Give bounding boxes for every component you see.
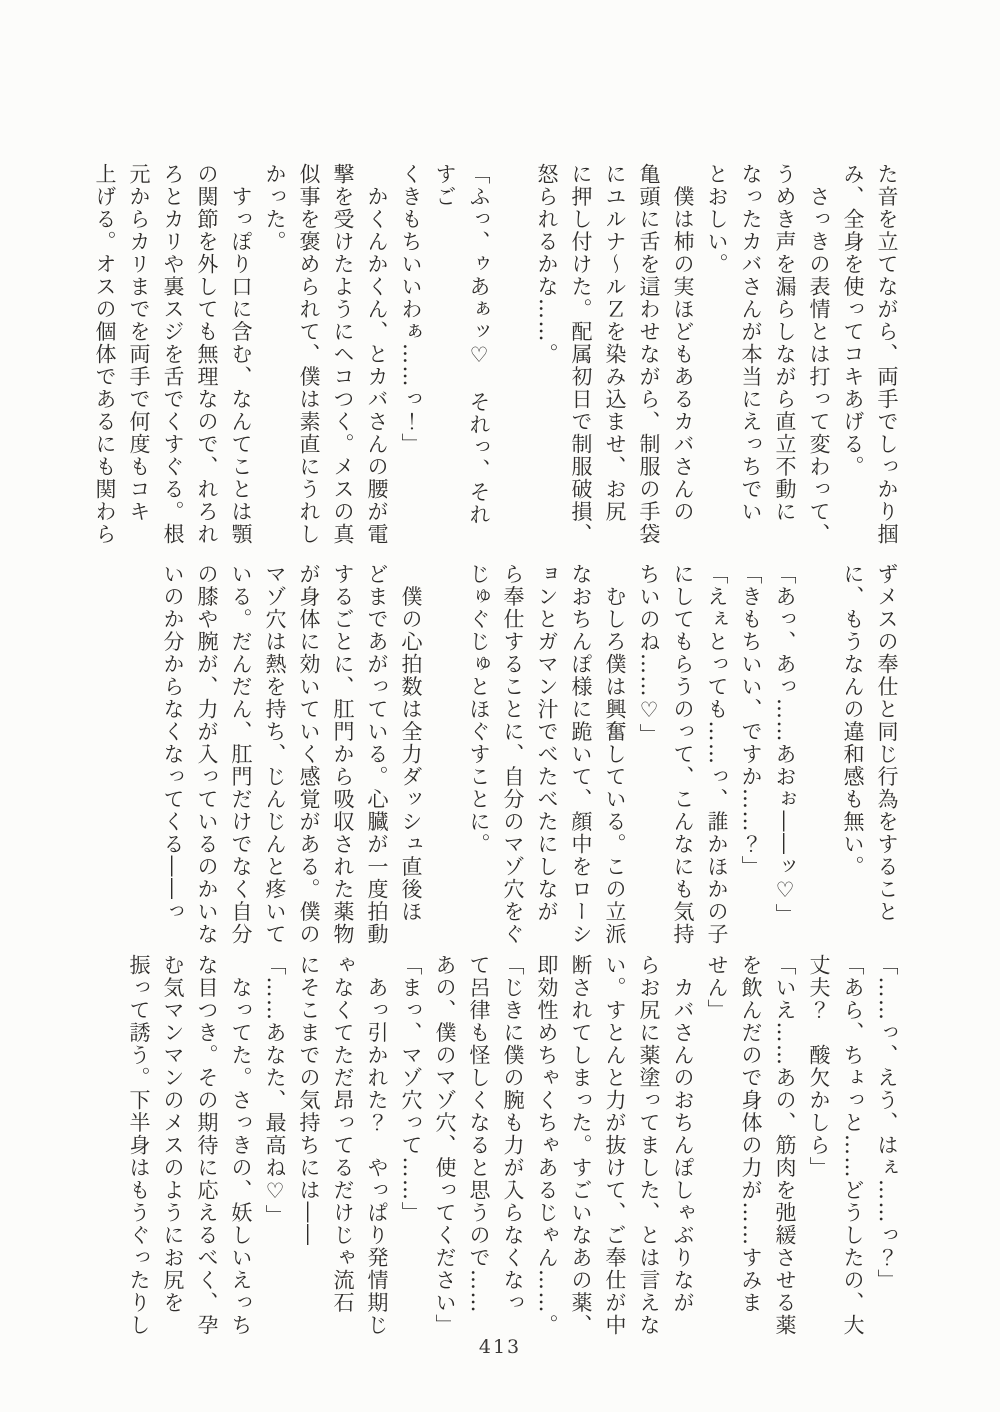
- text-column: た音を立てながら、両手でしっかり掴: [875, 163, 899, 546]
- text-column: らお尻に薬塗ってました、とは言えな: [637, 954, 661, 1337]
- text-column: にしてもらうのって、こんなにも気持: [671, 563, 695, 946]
- text-band-bottom: [122, 954, 904, 1338]
- text-column: 「あっ、あっ……あおぉ――ッ♡」: [773, 563, 797, 926]
- text-column: 「……あなた、最高ね♡」: [263, 954, 287, 1227]
- text-column: あの、僕のマゾ穴、使ってください」: [433, 954, 457, 1337]
- text-column: 「きもちいい、ですか……？」: [739, 563, 763, 878]
- text-column: にそこまでの気持ちには――: [297, 954, 321, 1247]
- text-column: い。すとんと力が抜けて、ご奉仕が中: [603, 954, 627, 1337]
- text-column: いる。だんだん、肛門だけでなく自分: [229, 563, 253, 946]
- text-column: ちいのね……♡」: [637, 563, 661, 746]
- text-column: [496, 163, 530, 547]
- text-column: 「まっ、マゾ穴って……」: [399, 954, 423, 1224]
- text-column: み、全身を使ってコキあげる。: [841, 163, 865, 478]
- text-column: いのか分からなくなってくる――っ: [161, 563, 185, 923]
- text-column: むしろ僕は興奮している。この立派: [603, 563, 627, 946]
- text-column: とおしい。: [705, 163, 729, 276]
- text-column: ョンとガマン汁でべたべたにしなが: [535, 563, 559, 923]
- text-band-top: [88, 163, 904, 547]
- text-column: ゃなくてただ昂ってるだけじゃ流石: [331, 954, 355, 1314]
- text-column: 断されてしまった。すごいなあの薬、: [569, 954, 593, 1337]
- text-column: 亀頭に舌を這わせながら、制服の手袋: [637, 163, 661, 546]
- text-column: ら奉仕することに、自分のマゾ穴をぐ: [501, 563, 525, 946]
- text-column: マゾ穴は熱を持ち、じんじんと疼いて: [263, 563, 287, 946]
- text-column: 「えぇとっても……っ、誰かほかの子: [705, 563, 729, 946]
- text-column: 丈夫？ 酸欠かしら」: [807, 954, 831, 1179]
- text-column: 僕の心拍数は全力ダッシュ直後ほ: [399, 563, 423, 923]
- text-column: うめき声を漏らしながら直立不動に: [773, 163, 797, 523]
- text-column: さっきの表情とは打って変わって、: [807, 163, 831, 546]
- text-column: どまであがっている。心臓が一度拍動: [365, 563, 389, 946]
- text-band-middle: [156, 563, 904, 947]
- text-column: 僕は柿の実ほどもあるカバさんの: [671, 163, 695, 523]
- text-column: 「じきに僕の腕も力が入らなくなっ: [501, 954, 525, 1314]
- text-column: に、もうなんの違和感も無い。: [841, 563, 865, 878]
- text-column: かった。: [263, 163, 287, 253]
- text-column: 「ふっ、ゥあぁッ♡ それっ、それすご: [433, 163, 491, 526]
- text-column: あっ引かれた？ やっぱり発情期じ: [365, 954, 389, 1337]
- text-column: なったカバさんが本当にえっちでい: [739, 163, 763, 523]
- text-column: 元からカリまでを両手で何度もコキ: [127, 163, 151, 523]
- text-column: に押し付けた。配属初日で制服破損、: [569, 163, 593, 546]
- text-column: ろとカリや裏スジを舌でくすぐる。根: [161, 163, 185, 546]
- text-column: 振って誘う。下半身はもうぐったりし: [127, 954, 151, 1337]
- text-column: 似事を褒められて、僕は素直にうれし: [297, 163, 321, 546]
- page-number: 413: [478, 1336, 522, 1358]
- text-column: て呂律も怪しくなると思うので……: [467, 954, 491, 1314]
- text-column: 上げる。オスの個体であるにも関わら: [93, 163, 117, 546]
- text-column: 即効性めちゃくちゃあるじゃん……。: [535, 954, 559, 1337]
- text-column: 撃を受けたようにヘコつく。メスの真: [331, 163, 355, 546]
- text-column: 「……っ、えう、はぇ……っ？」: [875, 954, 899, 1292]
- text-column: [802, 563, 836, 947]
- text-column: なおちんぽ様に跪いて、顔中をローシ: [569, 563, 593, 946]
- text-column: せん」: [705, 954, 729, 1022]
- text-column: む気マンマンのメスのようにお尻を: [161, 954, 185, 1314]
- text-column: なってた。さっきの、妖しいえっち: [229, 954, 253, 1337]
- text-column: の関節を外しても無理なので、れろれ: [195, 163, 219, 546]
- text-column: ずメスの奉仕と同じ行為をすること: [875, 563, 899, 923]
- text-column: が身体に効いていく感覚がある。僕の: [297, 563, 321, 946]
- text-column: を飲んだので身体の力が……すみま: [739, 954, 763, 1314]
- text-column: じゅぐじゅとほぐすことに。: [467, 563, 491, 856]
- text-column: 怒られるかな……。: [535, 163, 559, 366]
- text-column: するごとに、肛門から吸収された薬物: [331, 563, 355, 946]
- text-column: すっぽり口に含む、なんてことは顎: [229, 163, 253, 546]
- text-column: くきもちいいわぁ……っ！」: [399, 163, 423, 456]
- text-column: にユルナ～ルＺを染み込ませ、お尻: [603, 163, 627, 523]
- text-column: [428, 563, 462, 947]
- text-column: の膝や腕が、力が入っているのかいな: [195, 563, 219, 946]
- text-column: カバさんのおちんぽしゃぶりなが: [671, 954, 695, 1314]
- text-column: 「いえ……あの、筋肉を弛緩させる薬: [773, 954, 797, 1337]
- text-column: な目つき。その期待に応えるべく、孕: [195, 954, 219, 1337]
- text-column: かくんかくん、とカバさんの腰が電: [365, 163, 389, 546]
- text-column: 「あら、ちょっと……どうしたの、大: [841, 954, 865, 1337]
